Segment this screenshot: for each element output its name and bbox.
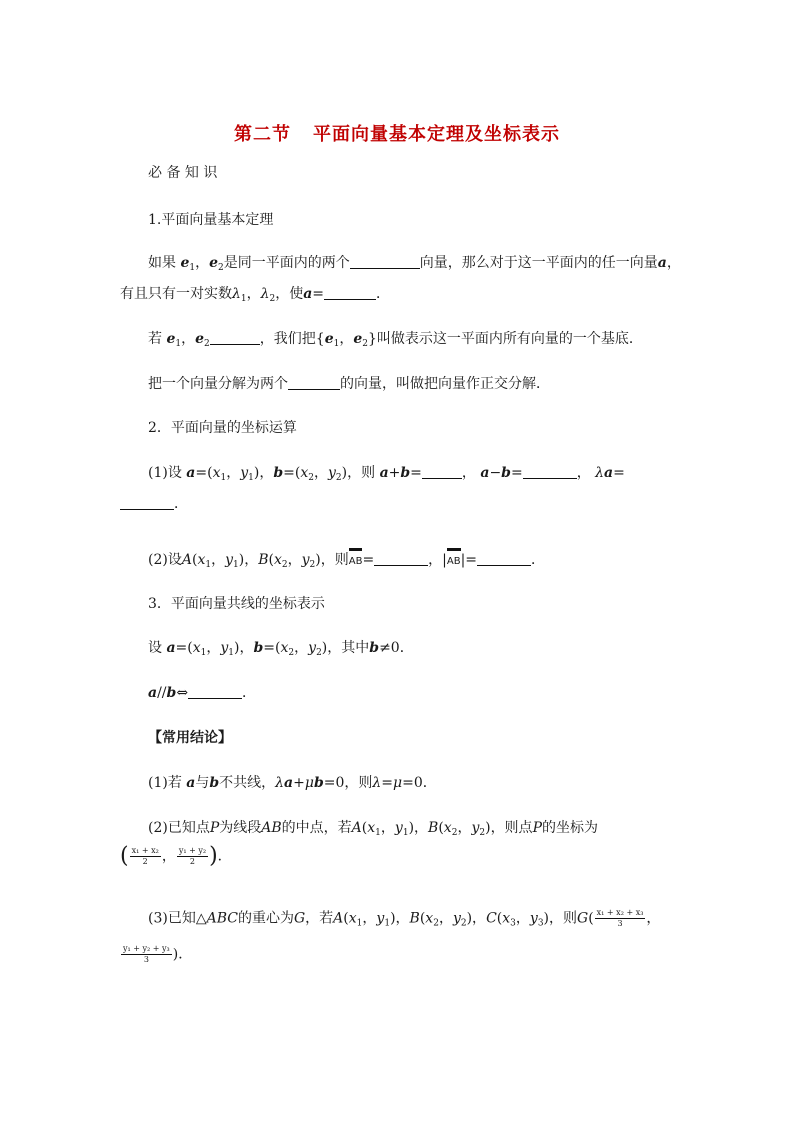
section-heading: 必 备 知 识 xyxy=(148,165,218,181)
s1-paragraph-3: 若 $e_1$，$e_2$ ，我们把{$e_1$，$e_2$}叫做表示这一平面内所有向量的一个基底． xyxy=(148,331,643,349)
conclusion-2-line-2: ( $\frac{\text{x₁ + x₂}}{2}$ ， $\frac{\text{y₁ + y₂}}{2}$ )． xyxy=(120,843,232,869)
s3-paragraph-1: 设 $a=(x_1$，$y_1$)，$b=(x_2$，$y_2$)，其中b≠0． xyxy=(148,640,414,658)
s2-item-1-line-1: (1)设 $a=(x_1$，$y_1$)，$b=(x_2$，$y_2$)，则 a+b= ， a−b= ， λa= xyxy=(148,465,625,483)
s1-paragraph-line-1: 如果 $e_1$，$e_2$是同一平面内的两个 向量，那么对于这一平面内的任一向量a， xyxy=(148,255,681,273)
conclusion-2-line-1: (2)已知点P为线段AB的中点，若$A(x_1$，$y_1$)，$B(x_2$，$y_2$)，则点P的坐标为 xyxy=(148,820,598,838)
conclusion-1: (1)若 a与b不共线，λa+μb=0，则λ=μ=0． xyxy=(148,775,437,791)
s1-heading: 1.平面向量基本定理 xyxy=(148,212,274,228)
conclusions-heading: 【常用结论】 xyxy=(148,730,232,746)
s2-heading: 2．平面向量的坐标运算 xyxy=(148,420,297,436)
s3-paragraph-2: a//b⇔ ． xyxy=(148,685,257,701)
fraction-centroid-y: $\frac{\text{y₁ + y₂ + y₃}}{3}$ xyxy=(123,944,170,964)
s3-heading: 3．平面向量共线的坐标表示 xyxy=(148,596,325,612)
blank-10[interactable] xyxy=(188,684,242,699)
s2-item-1-line-2: ． xyxy=(120,494,680,514)
blank-7[interactable] xyxy=(120,495,174,510)
blank-9[interactable] xyxy=(477,551,531,566)
blank-1[interactable] xyxy=(350,254,420,269)
vector-ab: AB xyxy=(349,548,363,572)
conclusion-3-line-2: $\frac{\text{y₁ + y₂ + y₃}}{3}$ )． xyxy=(123,944,193,964)
blank-6[interactable] xyxy=(523,464,577,479)
s1-paragraph-4: 把一个向量分解为两个 的向量，叫做把向量作正交分解． xyxy=(148,376,550,392)
blank-8[interactable] xyxy=(374,551,428,566)
page-title xyxy=(0,120,794,146)
blank-2[interactable] xyxy=(324,285,376,300)
blank-4[interactable] xyxy=(288,375,340,390)
fraction-midpoint-x: $\frac{\text{x₁ + x₂}}{2}$ xyxy=(131,846,159,866)
vector-ab-abs: AB xyxy=(447,548,461,572)
s1-paragraph-line-2: 有且只有一对实数$\lambda_1$，$\lambda_2$，使a= ． xyxy=(120,286,391,304)
blank-3[interactable] xyxy=(210,330,260,345)
fraction-midpoint-y: $\frac{\text{y₁ + y₂}}{2}$ xyxy=(178,846,207,866)
fraction-centroid-x: $\frac{\text{x₁ + x₂ + x₃}}{3}$ xyxy=(596,908,644,928)
s2-item-2: (2)设$A(x_1$，$y_1$)，$B(x_2$，$y_2$)，则AB= ，|AB|= ． xyxy=(148,548,708,572)
title-section-number: 第二节 xyxy=(234,124,291,145)
blank-5[interactable] xyxy=(422,464,462,479)
title-text: 平面向量基本定理及坐标表示 xyxy=(313,124,560,145)
conclusion-3-line-1: (3)已知△ABC的重心为G，若$A(x_1$，$y_1$)，$B(x_2$，$y_2$)，$C(x_3$，$y_3$)，则G( $\frac{\text{x₁ + x₂ + x₃}}{3}$ ， xyxy=(148,908,661,929)
